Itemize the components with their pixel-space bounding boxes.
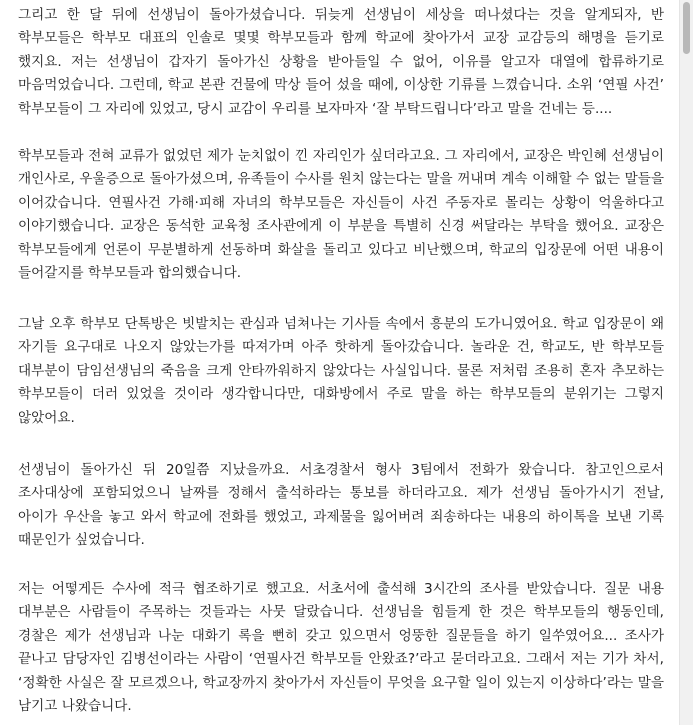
paragraph-2: 학부모들과 전혀 교류가 없었던 제가 눈치없이 낀 자리인가 싶더라고요. 그 자리에서, 교장은 박인혜 선생님이 개인사로, 우울증으로 돌아가셨으며, 유족들이 수사를 원치 않는다는 말을 꺼내며 계속 이해할 수 없는 말들을 이어갔습니다. 연필사건 가해·피해 자녀의 학부모들은 자신들이 사건 주동자로 몰리는 상황이 억울하다고 이야기했습니다. 교장은 동석한 교육청 조사관에게 이 부분을 특별히 신경 써달라는 부탁을 했어요. 교장은 학부모들에게 언론이 무분별하게 선동하며 화살을 돌리고 있다고 비난했으며, 학교의 입장문에 어떤 내용이 들어갈지를 학부모들과 합의했습니다.: [18, 148, 664, 282]
paragraph-3: 그날 오후 학부모 단톡방은 빗발치는 관심과 넘쳐나는 기사들 속에서 흥분의 도가니였어요. 학교 입장문이 왜 자기들 요구대로 나오지 않았는가를 따져가며 아주 핫하게 돌아갔습니다. 놀라운 건, 학교도, 반 학부모들 대부분이 담임선생님의 죽음을 크게 안타까워하지 않았다는 사실입니다. 물론 저처럼 조용히 혼자 추모하는 학부모들이 더러 있었을 것이라 생각합니다만, 대화방에서 주로 말을 하는 학부모들의 분위기는 그렇지 않았어요.: [18, 316, 664, 426]
vertical-scrollbar[interactable]: [679, 0, 693, 725]
scrollbar-thumb[interactable]: [683, 2, 690, 54]
paragraph-4: 선생님이 돌아가신 뒤 20일쯤 지났을까요. 서초경찰서 형사 3팀에서 전화가 왔습니다. 참고인으로서 조사대상에 포함되었으니 날짜를 정해서 출석하라는 통보를 하더라고요. 제가 선생님 돌아가시기 전날, 아이가 우산을 놓고 와서 학교에 전화를 했었고, 과제물을 잃어버려 죄송하다는 내용의 하이톡을 보낸 기록 때문인가 싶었습니다.: [18, 462, 664, 549]
paragraph-1: 그리고 한 달 뒤에 선생님이 돌아가셨습니다. 뒤늦게 선생님이 세상을 떠나셨다는 것을 알게되자, 반 학부모들은 학부모 대표의 인솔로 몇몇 학부모들과 함께 학교에 찾아가서 교장 교감등의 해명을 듣기로 했지요. 저는 선생님이 갑자기 돌아가신 상황을 받아들일 수 없어, 이유를 알고자 대열에 합류하기로 마음먹었습니다. 그런데, 학교 본관 건물에 막상 들어 섰을 때에, 이상한 기류를 느꼈습니다. 소위 ‘연필 사건’ 학부모들이 그 자리에 있었고, 당시 교감이 우리를 보자마자 ‘잘 부탁드립니다’라고 말을 건네는 등....: [18, 7, 664, 117]
paragraph-5: 저는 어떻게든 수사에 적극 협조하기로 했고요. 서초서에 출석해 3시간의 조사를 받았습니다. 질문 내용 대부분은 사람들이 주목하는 것들과는 사뭇 달랐습니다. 선생님을 힘들게 한 것은 학부모들의 행동인데, 경찰은 제가 선생님과 나눈 대화기 록을 뻔히 갖고 있으면서 엉뚱한 질문들을 하기 일쑤였어요... 조사가 끝나고 담당자인 김병선이라는 사람이 ‘연필사건 학부모들 안왔죠?’라고 묻더라고요. 그래서 저는 기가 차서, ‘정확한 사실은 잘 모르겠으나, 학교장까지 찾아가서 자신들이 무엇을 요구할 일이 있는지 이상하다’라는 말을 남기고 나왔습니다.: [18, 581, 664, 715]
